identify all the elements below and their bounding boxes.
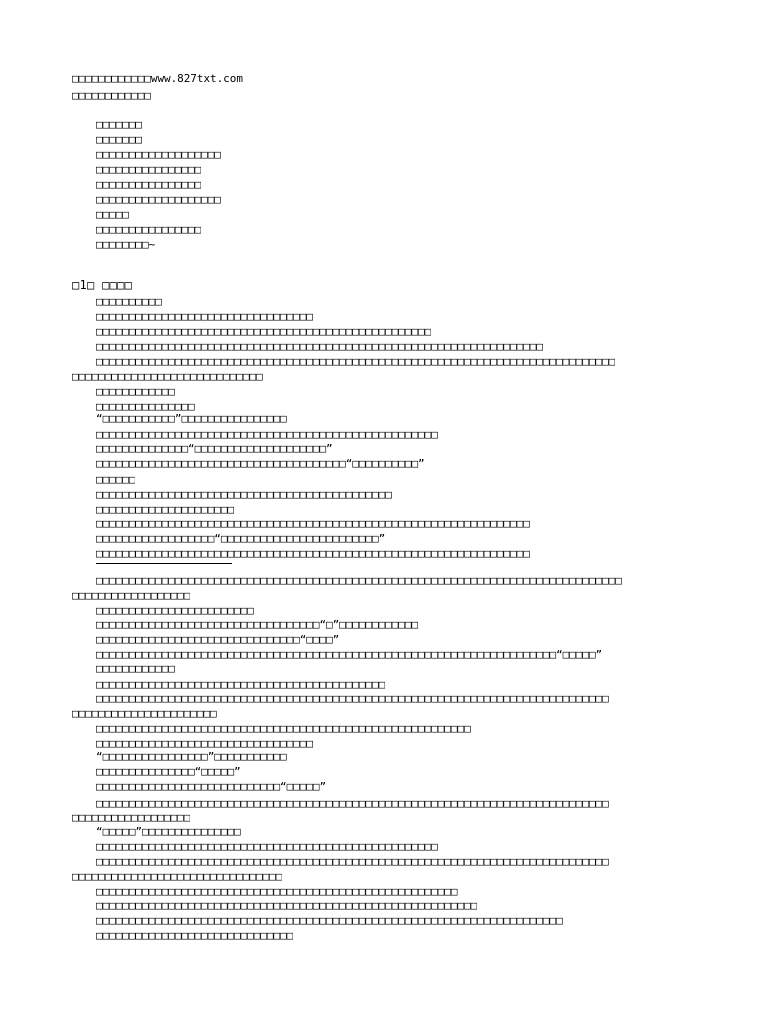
text-line: □□□□□□□□□□□□□□□□□□□□□□□□□□□□□□□□□□□□□□□□□□□□□□□□□□□□□□□□□□□□□□□□□□□□□□□□□□□□□□ (96, 692, 609, 705)
text-line: □□□□□□□□□□□□□□□□□□□□□□□□□□□□□□□□□□□□□□□□□□□□ (96, 678, 386, 691)
text-line: □□□□□□□□□□□□□□□□□□□□□□□□□□□□□□□□□□□□□□□□□□□□□□□□□□□ (96, 325, 432, 338)
text-line: □□□□□□□□□□□□□□□□□□□□□ (96, 503, 235, 516)
text-line: □□□□□□□□□□□□□□“□□□□□□□□□□□□□□□□□□□□” (96, 442, 333, 455)
text-line: □□□□□□□□□□ (96, 295, 162, 308)
text-line: □□□□□□ (96, 473, 136, 486)
text-line: □□□□□□□□□□□□□□□□□□□□□□□□□□□□□ (72, 370, 263, 383)
header-source-line: □□□□□□□□□□□□www.827txt.com (72, 72, 243, 85)
text-line: “□□□□□”□□□□□□□□□□□□□□□ (96, 825, 241, 838)
text-line: □□□□□□□□□□□□□□□□□□□□□□□□□□□□□□□□□□□□□□□□□□□□□□□□□□□□ (96, 840, 438, 853)
text-line: □□□□□□□□□□□□□□□□□□□□□□□□□□□□□□□□ (72, 870, 283, 883)
text-line: □□□□□□□□□□□□□□□□ (96, 178, 202, 191)
text-line: □□□□□□□□□□□□□□□□□□□□□□□□□□□□□□□□□□□□□□□□□□□□□□□□□□□□□□□□□□□□□□□□□□□□□□□□□□□□□□ (96, 797, 609, 810)
text-line: □□□□□□□□□□□□□□□□□□□□□□□□ (96, 604, 254, 617)
text-line: □□□□□□□□□□□□□□□□□□□□□□□□□□□□□□□□□□□□□□□□□□□□□□□□□□□□□□□□□□□□□□□□□□□□□□“□□□□□” (96, 648, 603, 661)
text-line: □□□□□□□□□□□□□□□□□□□□□□□□□□□□□□□□□□□□□□□□□□□□□□□□□□□□□□□ (96, 885, 458, 898)
text-line: □□□□□□□□□□□□□□□□□□□□□□□□□□□□“□□□□□” (96, 780, 327, 793)
text-line: □□□□□□□□□□□□□□□□□□□□□□□□□□□□□□□□□□□□□□□□□□□□□□□□□□□□□□□□□□□□□□□□□□□□□□□□□□□□□□□□ (96, 574, 622, 587)
text-line: □□□□□□□ (96, 118, 143, 131)
text-line: □□□□□□□□□□□□□□□□□□□ (96, 193, 221, 206)
text-line: □□□□□□□□□□□□□□□□□□□□□□□□□□□□□□ (96, 929, 294, 942)
text-line: □□□□□□□□□□□□□□□□ (96, 223, 202, 236)
section-divider (96, 563, 232, 564)
text-line: □□□□□□□□□□□□□□□□□□□□□□□□□□□□□□□□□□□□□□“□□□□□□□□□□” (96, 457, 425, 470)
text-line: □□□□□□□□□□□□□□□□□□□□□□□□□□□□□□□□□□□□□□□□□□□□□□□□□□□□□□□□□□□□□□□□□□□□□□□□□□□□□□□ (96, 355, 616, 368)
text-line: □□□□□□□□□□□□□□□□□□ (72, 811, 191, 824)
text-line: □□□□□□□□□□□□□□□□□□□□□□□□□□□□□□□□□□□□□□□□□□□□□□□□□□□□□□□□□□□□□□□□□□□□□□□□□□□□□□ (96, 855, 609, 868)
text-line: □□□□□□□□□□□□□□□□□□□□□□□□□□□□□□□□□□□□□□□□□□□□□□□□□□□□□□□□□ (96, 722, 471, 735)
text-line: □□□□□□□□□□□□□□□□□□ (72, 589, 191, 602)
text-line: □□□□□ (96, 208, 129, 221)
text-line: □□□□□□□□□□□□□□□□□□□□□□ (72, 707, 217, 720)
text-line: “□□□□□□□□□□□”□□□□□□□□□□□□□□□□ (96, 412, 287, 425)
text-line: □□□□□□□□□□□□□□□□ (96, 163, 202, 176)
text-line: □□□□□□□□□□□□□□□□□□□□□□□□□□□□□□□□□□□□□□□□□□□□□□□□□□□□ (96, 428, 438, 441)
text-line: □□□□□□□□□□□□□□□□□□“□□□□□□□□□□□□□□□□□□□□□□□□” (96, 532, 386, 545)
text-line: □□□□□□□ (96, 133, 143, 146)
text-line: □□□□□□□□□□□□□□□□□□□□□□□□□□□□□□□□□□□□□□□□□□□□□□□□□□□□□□□□□□□□□□□□□□ (96, 547, 530, 560)
text-line: □□□□□□□□□□□□□□□□□□□□□□□□□□□□□□□□□□□□□□□□□□□□□□□□□□□□□□□□□□ (96, 899, 478, 912)
text-line: □□□□□□□□□□□□□□□□□□□□□□□□□□□□□□□□□ (96, 737, 313, 750)
text-line: □□□□□□□□□□□□ (72, 89, 151, 102)
text-line: □□□□□□□□□□□□□□□□□□□□□□□□□□□□□□□□□□□□□□□□□□□□□□□□□□□□□□□□□□□□□□□□□□□□□□□ (96, 914, 563, 927)
text-line: □□□□□□□□□□□□□□□ (96, 400, 195, 413)
text-line: □□□□□□□□□□□□□□□□□□□ (96, 148, 221, 161)
text-line: □□□□□□□□□□□□□□□□□□□□□□□□□□□□□□□□□□□□□□□□□□□□□ (96, 488, 392, 501)
text-line: □□□□□□□□□□□□□□□“□□□□□” (96, 765, 241, 778)
text-line: □□□□□□□□□□□□□□□□□□□□□□□□□□□□□□□“□□□□” (96, 633, 340, 646)
chapter-heading: □1□ □□□□ (72, 278, 133, 292)
text-line: “□□□□□□□□□□□□□□□□”□□□□□□□□□□□ (96, 750, 287, 763)
text-line: □□□□□□□□□□□□□□□□□□□□□□□□□□□□□□□□□□□□□□□□□□□□□□□□□□□□□□□□□□□□□□□□□□□□ (96, 340, 543, 353)
text-line: □□□□□□□□□□□□□□□□□□□□□□□□□□□□□□□□□□“□”□□□□□□□□□□□□ (96, 618, 419, 631)
text-line: □□□□□□□□□□□□□□□□□□□□□□□□□□□□□□□□□ (96, 310, 313, 323)
text-line: □□□□□□□□~ (96, 238, 156, 251)
text-line: □□□□□□□□□□□□□□□□□□□□□□□□□□□□□□□□□□□□□□□□□□□□□□□□□□□□□□□□□□□□□□□□□□ (96, 517, 530, 530)
text-line: □□□□□□□□□□□□ (96, 385, 175, 398)
text-line: □□□□□□□□□□□□ (96, 662, 175, 675)
